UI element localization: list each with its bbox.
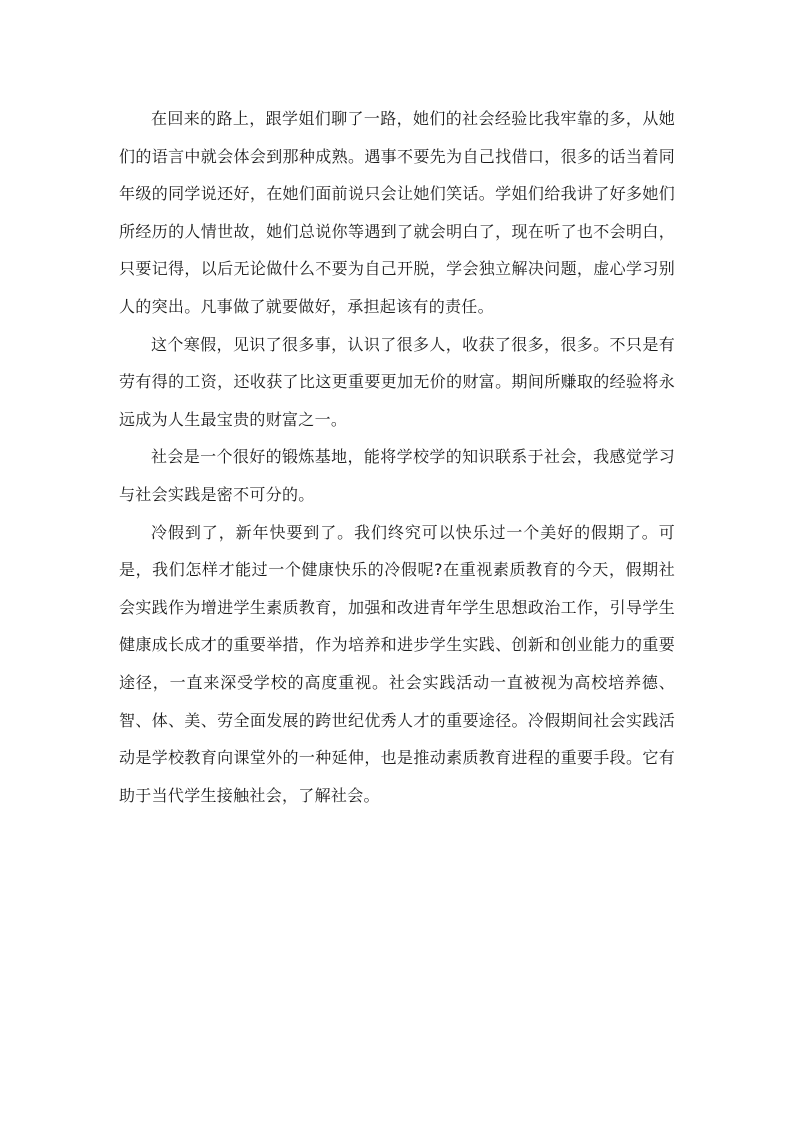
document-body [119, 100, 675, 814]
paragraph-1: 在回来的路上，跟学姐们聊了一路，她们的社会经验比我牢靠的多，从她们的语言中就会体会到那种成熟。遇事不要先为自己找借口，很多的话当着同年级的同学说还好，在她们面前说只会让她们笑话。学姐们给我讲了好多她们所经历的人情世故，她们总说你等遇到了就会明白了，现在听了也不会明白，只要记得，以后无论做什么不要为自己开脱，学会独立解决问题，虚心学习别人的突出。凡事做了就要做好，承担起该有的责任。 [119, 109, 675, 316]
paragraph-4: 冷假到了，新年快要到了。我们终究可以快乐过一个美好的假期了。可是，我们怎样才能过一个健康快乐的冷假呢?在重视素质教育的今天，假期社会实践作为增进学生素质教育，加强和改进青年学生思想政治工作，引导学生健康成长成才的重要举措，作为培养和进步学生实践、创新和创业能力的重要途径，一直来深受学校的高度重视。社会实践活动一直被视为高校培养德、智、体、美、劳全面发展的跨世纪优秀人才的重要途径。冷假期间社会实践活动是学校教育向课堂外的一种延伸，也是推动素质教育进程的重要手段。它有助于当代学生接触社会，了解社会。 [119, 522, 675, 805]
paragraph-2: 这个寒假，见识了很多事，认识了很多人，收获了很多，很多。不只是有劳有得的工资，还收获了比这更重要更加无价的财富。期间所赚取的经验将永远成为人生最宝贵的财富之一。 [119, 334, 675, 429]
paragraph-3: 社会是一个很好的锻炼基地，能将学校学的知识联系于社会，我感觉学习与社会实践是密不可分的。 [119, 447, 675, 504]
